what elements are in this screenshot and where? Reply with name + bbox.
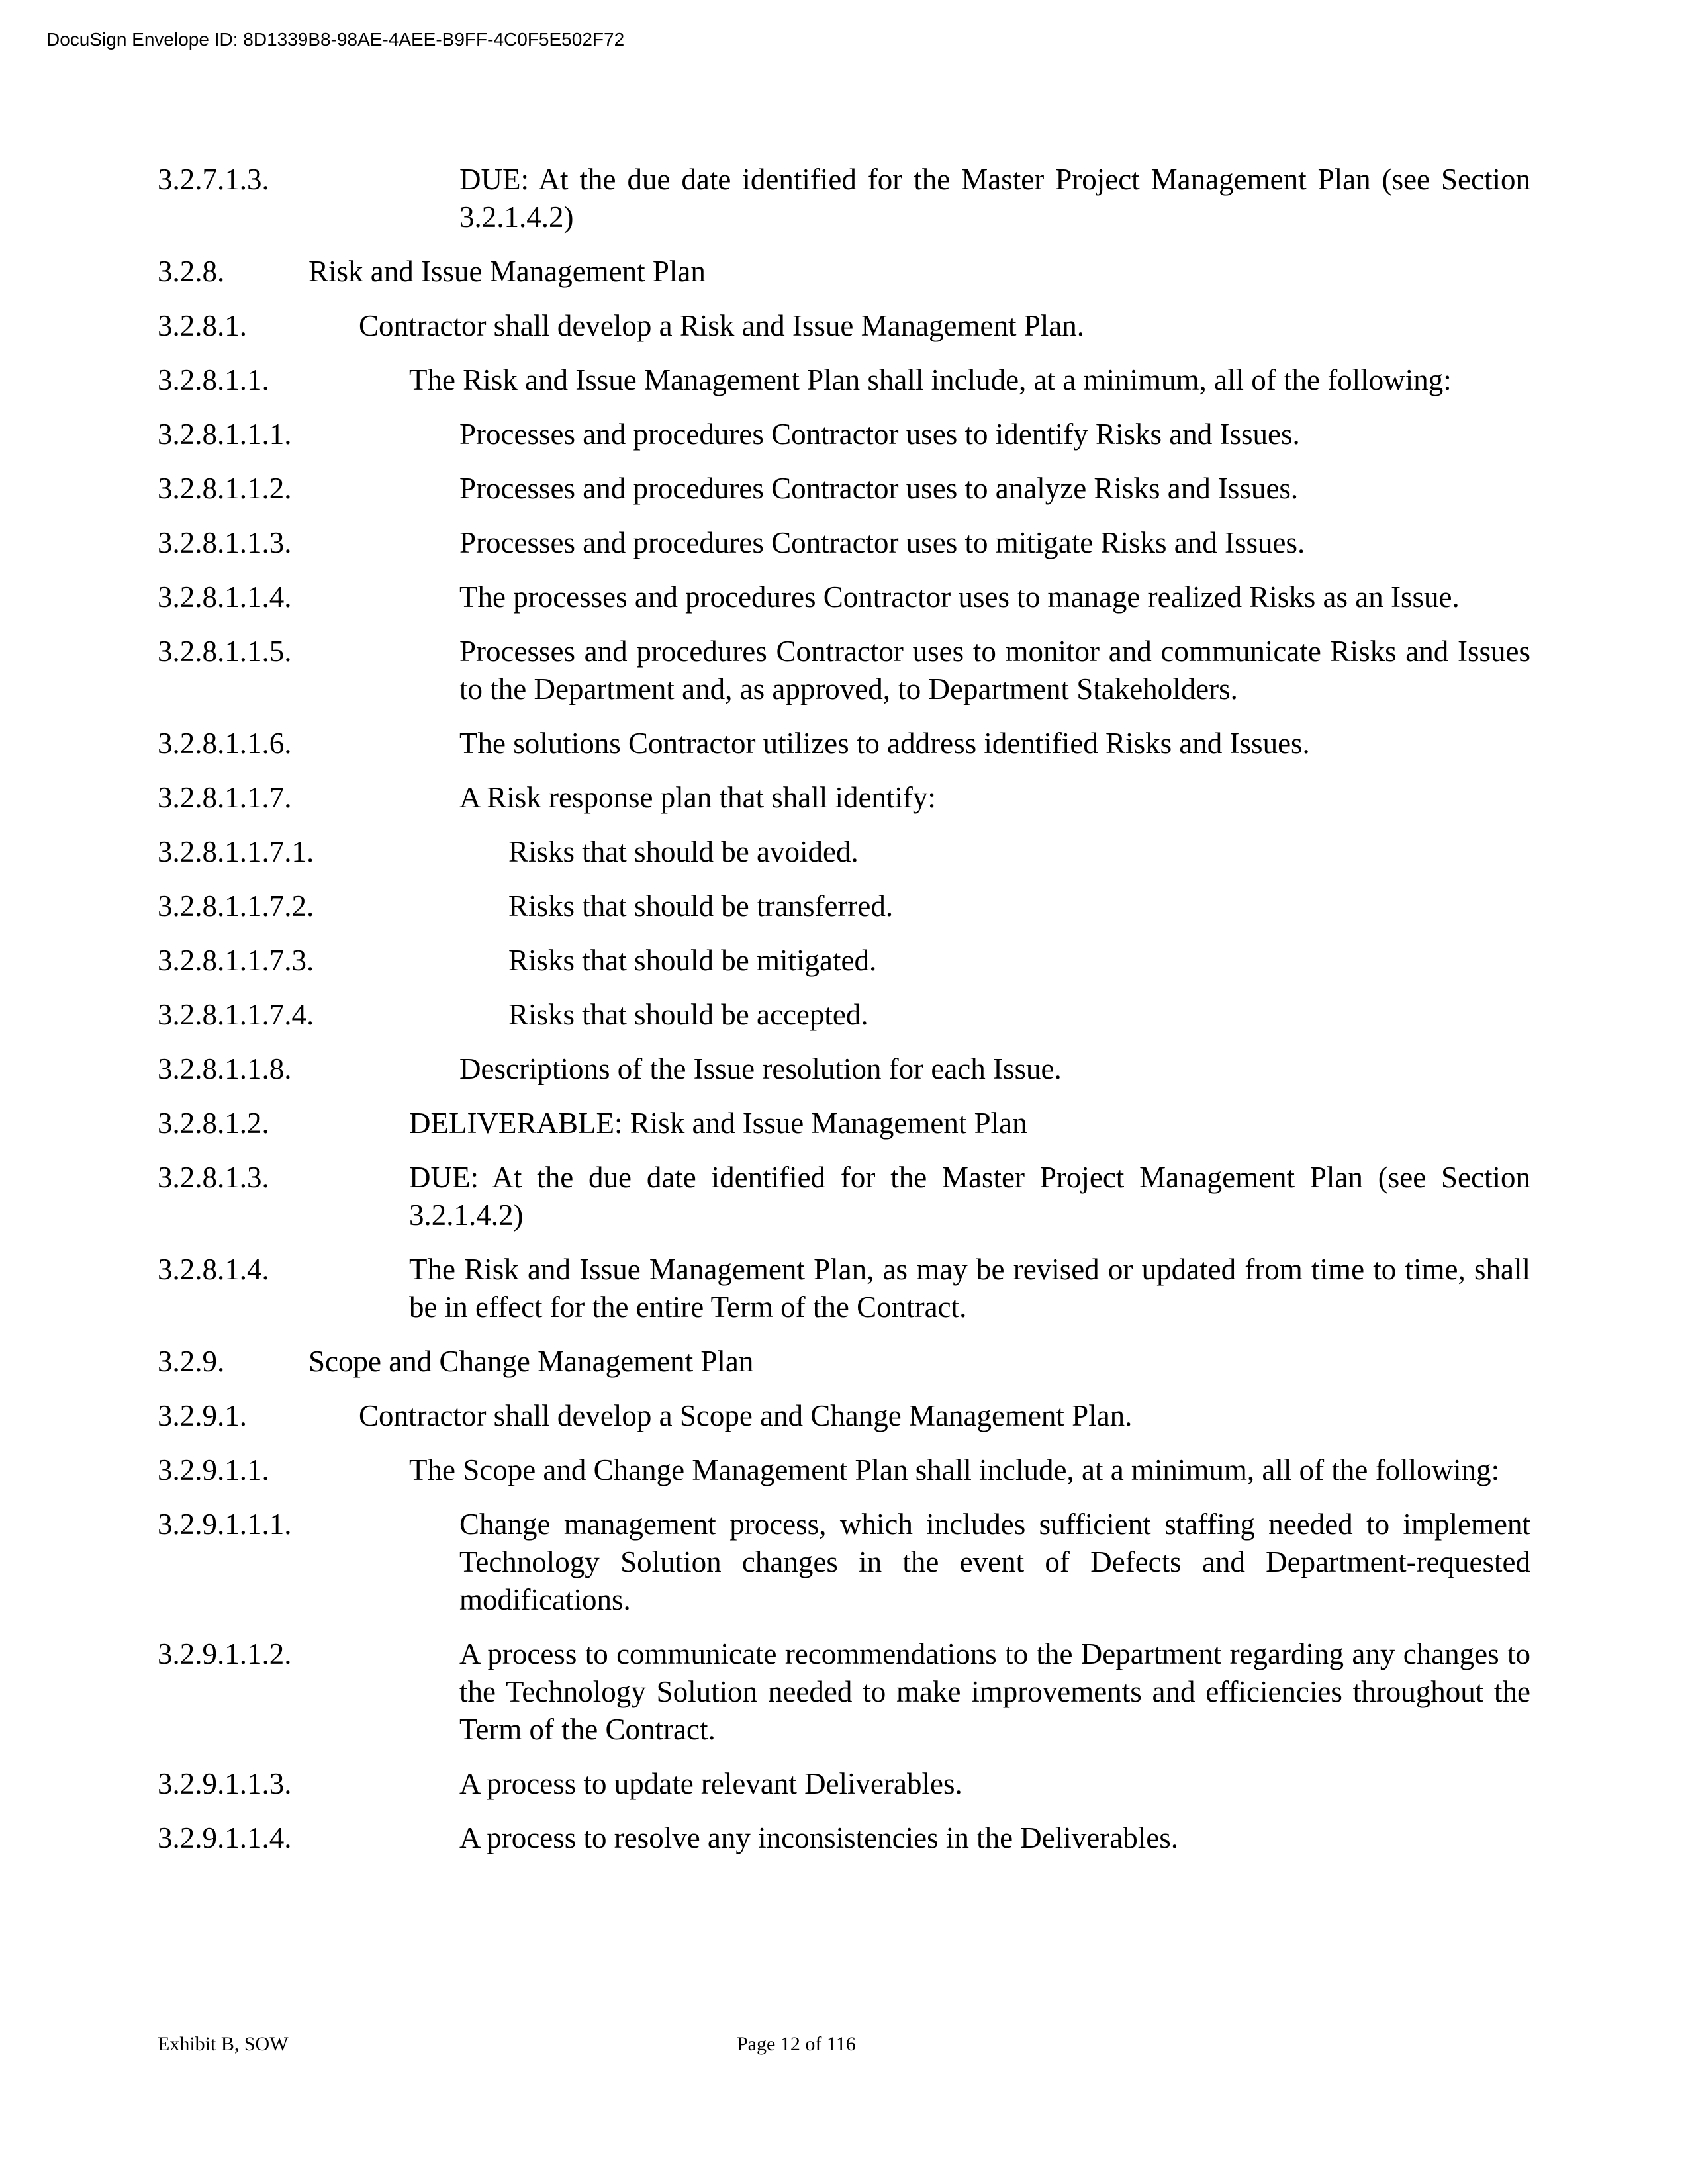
section-text: Risks that should be mitigated. [508,944,877,977]
list-item [158,307,1530,345]
list-item [158,578,1530,616]
section-text: Processes and procedures Contractor uses to analyze Risks and Issues. [459,472,1299,505]
list-item [158,1819,1530,1857]
list-item [158,725,1530,762]
section-number: 3.2.8.1.1.2. [158,472,292,505]
section-text: Risks that should be avoided. [508,835,859,868]
section-text: Change management process, which includes sufficient staffing needed to implement Technology Solution changes in the event of Defects and Department-requested modifications. [459,1508,1530,1616]
section-text: DELIVERABLE: Risk and Issue Management Plan [409,1107,1027,1140]
list-item [158,416,1530,453]
list-item [158,1251,1530,1326]
section-number: 3.2.8.1.1.7. [158,781,292,814]
footer-page-number: Page 12 of 116 [737,2033,856,2055]
section-text: Processes and procedures Contractor uses to identify Risks and Issues. [459,418,1300,451]
section-text: The Scope and Change Management Plan shall include, at a minimum, all of the following: [409,1453,1500,1486]
section-number: 3.2.8.1.1.7.2. [158,889,314,923]
section-text: DUE: At the due date identified for the Master Project Management Plan (see Section 3.2.1.4.2) [459,163,1530,234]
section-number: 3.2.8.1.1.8. [158,1052,292,1085]
list-item [158,1765,1530,1803]
section-text: The Risk and Issue Management Plan shall include, at a minimum, all of the following: [409,363,1452,396]
section-number: 3.2.8.1.4. [158,1253,269,1286]
section-number: 3.2.9.1.1.3. [158,1767,292,1800]
section-number: 3.2.8.1.1.1. [158,418,292,451]
section-text: Risks that should be transferred. [508,889,894,923]
list-item [158,1159,1530,1234]
section-text: A process to update relevant Deliverables. [459,1767,962,1800]
section-number: 3.2.9.1.1. [158,1453,269,1486]
section-text: Contractor shall develop a Risk and Issue Management Plan. [359,309,1084,342]
section-number: 3.2.8.1.3. [158,1161,269,1194]
document-body [158,161,1530,1874]
section-number: 3.2.8.1.1.7.4. [158,998,314,1031]
list-item [158,779,1530,817]
section-text: Risks that should be accepted. [508,998,868,1031]
section-title: Risk and Issue Management Plan [308,255,706,288]
section-number: 3.2.8. [158,255,225,288]
section-number: 3.2.8.1.1.7.1. [158,835,314,868]
list-item [158,633,1530,708]
list-item [158,1506,1530,1619]
section-title: Scope and Change Management Plan [308,1345,754,1378]
section-text: DUE: At the due date identified for the Master Project Management Plan (see Section 3.2.1.4.2) [409,1161,1530,1232]
section-text: The solutions Contractor utilizes to address identified Risks and Issues. [459,727,1310,760]
section-text: The Risk and Issue Management Plan, as may be revised or updated from time to time, shall be in effect for the entire Term of the Contract. [409,1253,1530,1324]
list-item [158,524,1530,562]
list-item [158,833,1530,871]
section-text: A process to resolve any inconsistencies in the Deliverables. [459,1821,1178,1854]
list-item [158,942,1530,979]
section-number: 3.2.8.1.1.5. [158,635,292,668]
section-number: 3.2.9.1. [158,1399,247,1432]
section-heading [158,253,1530,291]
list-item [158,1397,1530,1435]
list-item [158,1050,1530,1088]
section-number: 3.2.8.1.1.6. [158,727,292,760]
section-number: 3.2.8.1.2. [158,1107,269,1140]
section-number: 3.2.9.1.1.1. [158,1508,292,1541]
docusign-envelope-id: DocuSign Envelope ID: 8D1339B8-98AE-4AEE-B9FF-4C0F5E502F72 [46,29,625,50]
list-item [158,1451,1530,1489]
section-number: 3.2.8.1.1.3. [158,526,292,559]
section-number: 3.2.9.1.1.2. [158,1637,292,1670]
section-text: A Risk response plan that shall identify: [459,781,936,814]
list-item [158,996,1530,1034]
section-number: 3.2.8.1.1. [158,363,269,396]
section-heading [158,1343,1530,1381]
section-number: 3.2.9.1.1.4. [158,1821,292,1854]
list-item [158,1635,1530,1749]
section-text: Processes and procedures Contractor uses to monitor and communicate Risks and Issues to the Department and, as approved, to Department Stakeholders. [459,635,1530,705]
list-item [158,161,1530,236]
section-text: Contractor shall develop a Scope and Change Management Plan. [359,1399,1133,1432]
section-text: Processes and procedures Contractor uses to mitigate Risks and Issues. [459,526,1305,559]
section-text: The processes and procedures Contractor uses to manage realized Risks as an Issue. [459,580,1460,614]
list-item [158,361,1530,399]
section-number: 3.2.8.1.1.7.3. [158,944,314,977]
section-number: 3.2.9. [158,1345,225,1378]
section-number: 3.2.7.1.3. [158,163,269,196]
list-item [158,887,1530,925]
section-text: Descriptions of the Issue resolution for each Issue. [459,1052,1062,1085]
list-item [158,470,1530,508]
footer-exhibit-label: Exhibit B, SOW [158,2033,289,2055]
section-number: 3.2.8.1. [158,309,247,342]
section-number: 3.2.8.1.1.4. [158,580,292,614]
section-text: A process to communicate recommendations to the Department regarding any changes to the Technology Solution needed to make improvements and efficiencies throughout the Term of the Contract. [459,1637,1530,1746]
list-item [158,1105,1530,1142]
